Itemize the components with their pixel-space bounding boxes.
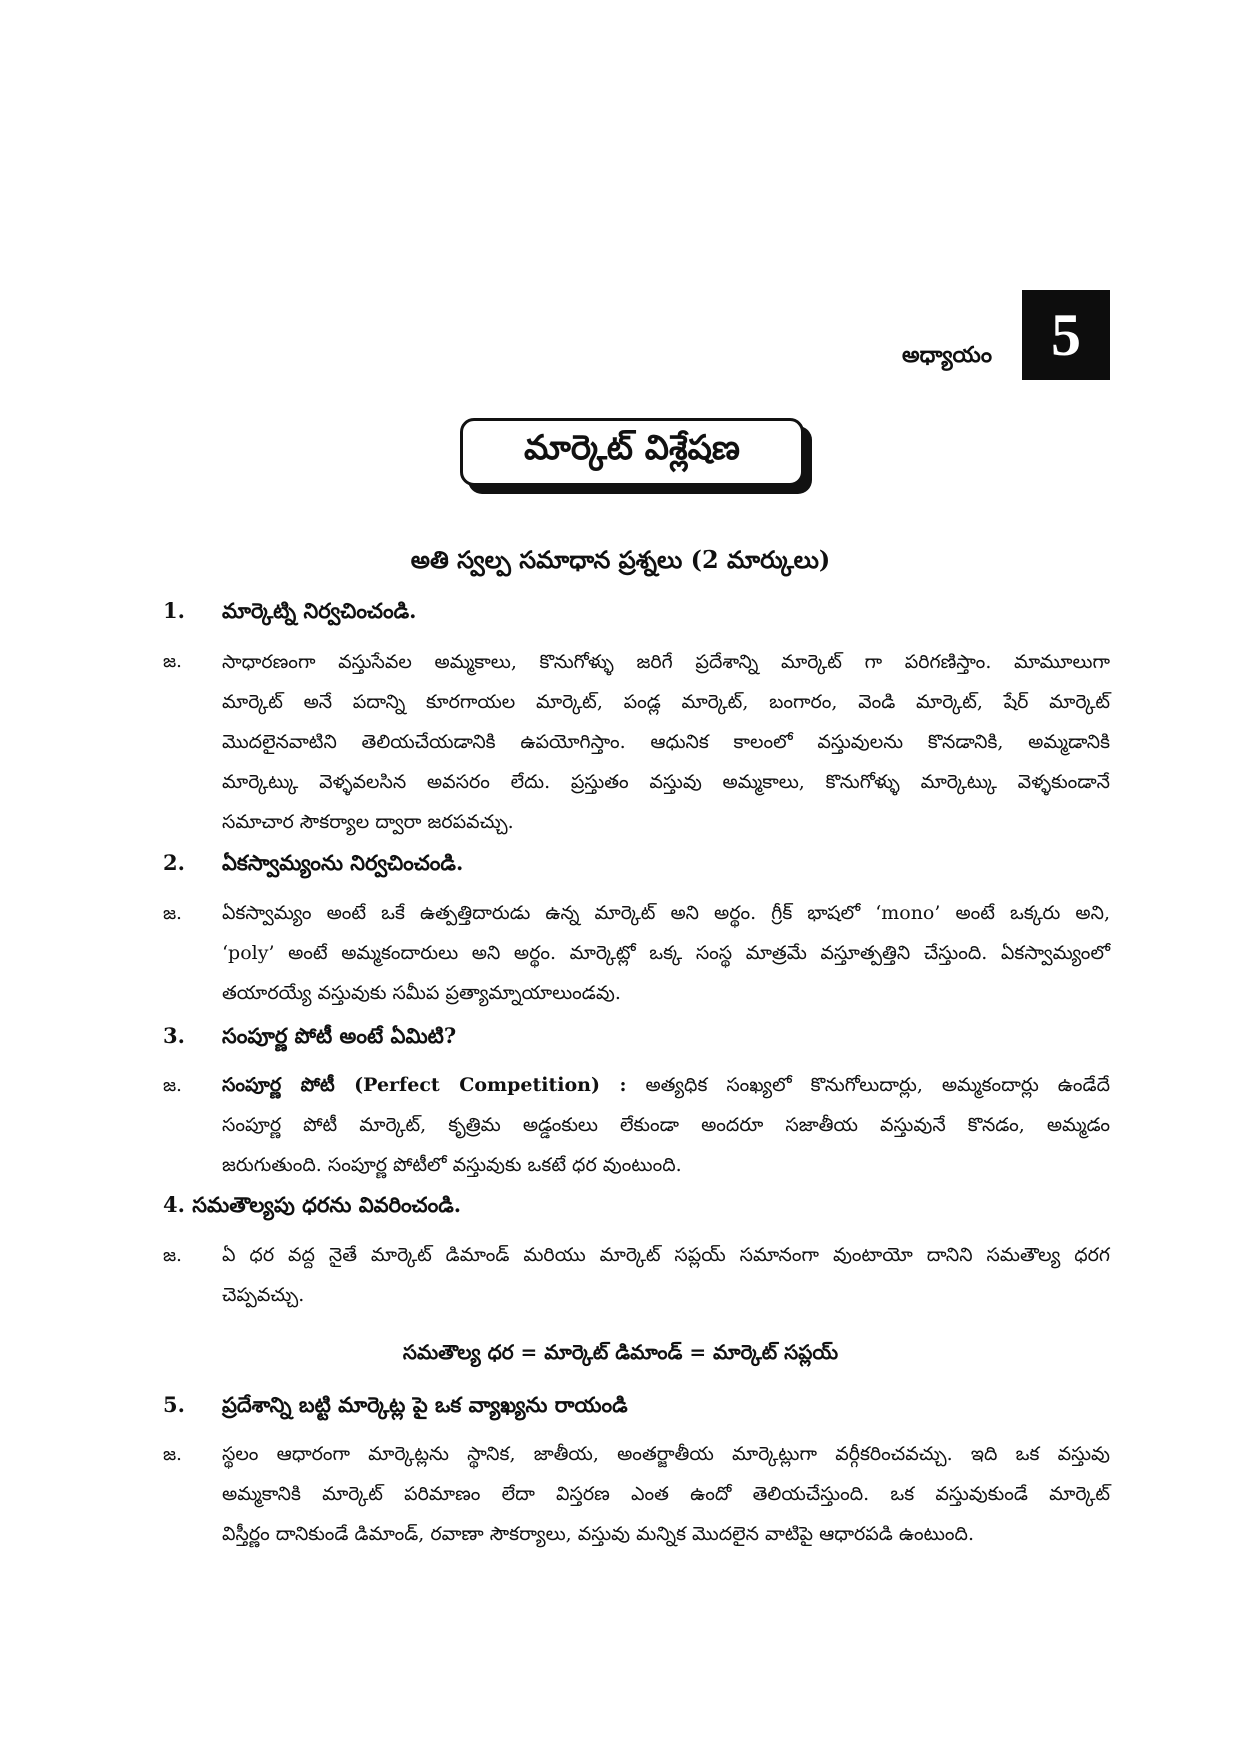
answer-label: జ. (163, 1075, 182, 1096)
question-number: 1. (163, 598, 185, 623)
chapter-label: అధ్యాయం (902, 342, 993, 368)
answer-term: సంపూర్ణ పోటీ (Perfect Competition) : (222, 1074, 627, 1096)
answer-line: సాధారణంగా వస్తుసేవల అమ్మకాలు, కొనుగోళ్ళు జరిగే ప్రదేశాన్ని మార్కెట్ గా పరిగణిస్తాం. మామూలుగా (222, 651, 1110, 673)
answer-line (222, 1065, 1110, 1105)
chapter-number-box: 5 (1022, 290, 1110, 380)
answer-line: సమాచార సౌకర్యాల ద్వారా జరపవచ్చు. (222, 811, 514, 833)
answer-line: మార్కెట్కు వెళ్ళవలసిన అవసరం లేదు. ప్రస్తుతం వస్తువు అమ్మకాలు, కొనుగోళ్ళు మార్కెట్కు వెళ్ళకుండానే (222, 771, 1110, 793)
question-text: ఏకస్వామ్యంను నిర్వచించండి. (222, 850, 464, 875)
answer-label: జ. (163, 903, 182, 924)
answer-line: జరుగుతుంది. సంపూర్ణ పోటీలో వస్తువుకు ఒకటే ధర వుంటుంది. (222, 1154, 682, 1176)
answer-line: చెప్పవచ్చు. (222, 1284, 305, 1306)
answer-label: జ. (163, 1245, 182, 1266)
answer-line: విస్తీర్ణం దానికుండే డిమాండ్, రవాణా సౌకర్యాలు, వస్తువు మన్నిక మొదలైన వాటిపై ఆధారపడి ఉంటుంది. (222, 1523, 975, 1545)
question-number: 3. (163, 1023, 185, 1048)
question-text: మార్కెట్ని నిర్వచించండి. (222, 598, 417, 623)
section-heading: అతి స్వల్ప సమాధాన ప్రశ్నలు (2 మార్కులు) (410, 545, 831, 574)
answer-line: మొదలైనవాటిని తెలియచేయడానికి ఉపయోగిస్తాం. ఆధునిక కాలంలో వస్తువులను కొనడానికి, అమ్మడానికి (222, 731, 1110, 753)
answer-line: మార్కెట్ అనే పదాన్ని కూరగాయల మార్కెట్, పండ్ల మార్కెట్, బంగారం, వెండి మార్కెట్, షేర్ మార్కెట్ (222, 691, 1110, 713)
question-text: ప్రదేశాన్ని బట్టి మార్కెట్ల పై ఒక వ్యాఖ్యను రాయండి (222, 1392, 628, 1417)
answer-line: ఏ ధర వద్ద నైతే మార్కెట్ డిమాండ్ మరియు మార్కెట్ సప్లయ్ సమానంగా వుంటాయో దానిని సమతౌల్య ధరగ (222, 1244, 1110, 1266)
question-number: 5. (163, 1392, 185, 1417)
answer-line: ‘poly’ అంటే అమ్మకందారులు అని అర్థం. మార్కెట్లో ఒక్క సంస్థ మాత్రమే వస్తూత్పత్తిని చేస్తుంది. ఏకస్వామ్యంలో (222, 942, 1110, 964)
answer-line: సంపూర్ణ పోటీ మార్కెట్, కృత్రిమ అడ్డంకులు లేకుండా అందరూ సజాతీయ వస్తువునే కొనడం, అమ్మడం (222, 1114, 1110, 1136)
answer-line: తయారయ్యే వస్తువుకు సమీప ప్రత్యామ్నాయాలుండవు. (222, 982, 621, 1004)
question-text: సమతౌల్యపు ధరను వివరించండి. (192, 1192, 462, 1217)
question-heading (163, 1192, 461, 1223)
equilibrium-formula: సమతౌల్య ధర = మార్కెట్ డిమాండ్ = మార్కెట్ సప్లయ్ (402, 1340, 839, 1364)
answer-line: అమ్మకానికి మార్కెట్ పరిమాణం లేదా విస్తరణ ఎంత ఉందో తెలియచేస్తుంది. ఒక వస్తువుకుండే మార్కెట్ (222, 1483, 1110, 1505)
answer-line: స్థలం ఆధారంగా మార్కెట్లను స్థానిక, జాతీయ, అంతర్జాతీయ మార్కెట్లుగా వర్గీకరించవచ్చు. ఇది ఒక వస్తువు (222, 1443, 1110, 1465)
answer-label: జ. (163, 651, 182, 672)
answer-label: జ. (163, 1444, 182, 1465)
question-number: 2. (163, 850, 185, 875)
question-text: సంపూర్ణ పోటీ అంటే ఏమిటి? (222, 1023, 457, 1048)
question-number: 4. (163, 1192, 185, 1217)
answer-line-text: అత్యధిక సంఖ్యలో కొనుగోలుదార్లు, అమ్మకందార్లు ఉండేదే (626, 1074, 1110, 1096)
answer-line: ఏకస్వామ్యం అంటే ఒకే ఉత్పత్తిదారుడు ఉన్న మార్కెట్ అని అర్థం. గ్రీక్ భాషలో ‘mono’ అంటే ఒక్కరు అని, (222, 902, 1110, 924)
chapter-title: మార్కెట్ విశ్లేషణ (460, 418, 804, 486)
